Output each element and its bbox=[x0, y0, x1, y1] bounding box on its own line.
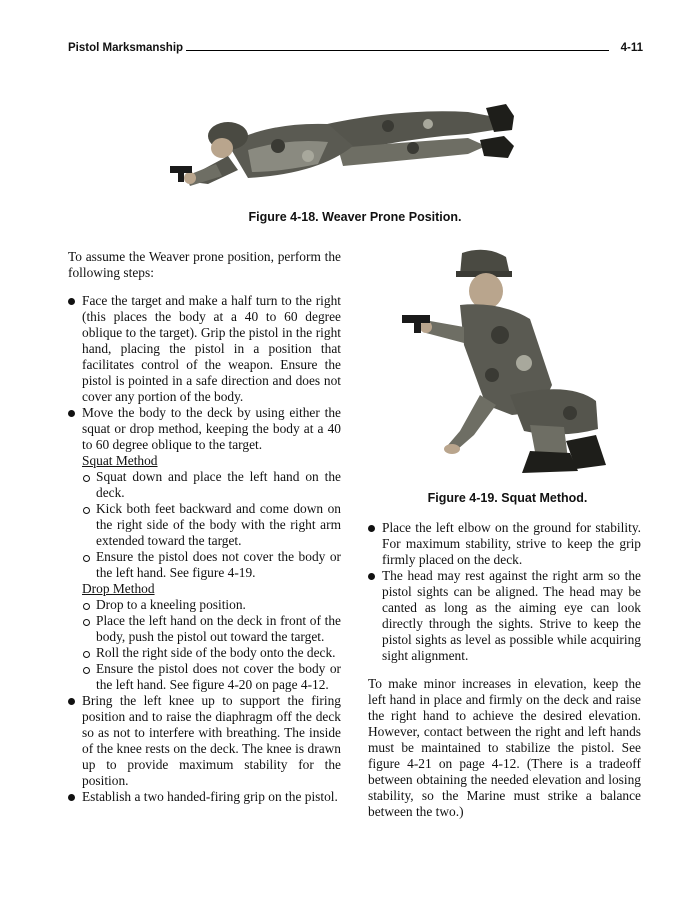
intro-paragraph: To assume the Weaver prone position, perform the following steps: bbox=[68, 249, 341, 280]
list-item: Ensure the pistol does not cover the body or the left hand. See figure 4-19. bbox=[68, 549, 341, 581]
list-item: Squat down and place the left hand on the deck. bbox=[68, 469, 341, 501]
list-item: The head may rest against the right arm so the pistol sights can be aligned. The head may be canted as long as the aiming eye can look directly through the sights. Strive to keep the pistol sights as level as possible while acquiring sight alignment. bbox=[368, 568, 641, 664]
squatting-soldier-illustration bbox=[402, 250, 606, 473]
hollow-bullet-icon bbox=[83, 555, 90, 562]
step-list bbox=[68, 293, 341, 453]
header-rule bbox=[186, 50, 609, 51]
list-item: Kick both feet backward and come down on the right side of the body with the right arm extended toward the target. bbox=[68, 501, 341, 549]
hollow-bullet-icon bbox=[83, 667, 90, 674]
hollow-bullet-icon bbox=[83, 619, 90, 626]
section-title: Pistol Marksmanship bbox=[68, 42, 189, 54]
right-column bbox=[368, 520, 641, 820]
list-item: Move the body to the deck by using either the squat or drop method, keeping the body at a 40 to 60 degree oblique to the target. bbox=[68, 405, 341, 453]
running-header bbox=[68, 42, 643, 58]
bullet-icon bbox=[68, 698, 75, 705]
hollow-bullet-icon bbox=[83, 475, 90, 482]
page-number: 4-11 bbox=[615, 42, 643, 54]
drop-steps bbox=[68, 597, 341, 693]
squat-method-heading: Squat Method bbox=[82, 453, 158, 468]
figure-caption-4-18: Figure 4-18. Weaver Prone Position. bbox=[248, 210, 462, 224]
list-item: Establish a two handed-firing grip on the pistol. bbox=[68, 789, 341, 805]
drop-method-heading: Drop Method bbox=[82, 581, 155, 596]
bullet-icon bbox=[68, 410, 75, 417]
hollow-bullet-icon bbox=[83, 651, 90, 658]
prone-soldier-illustration bbox=[170, 104, 514, 186]
bullet-icon bbox=[68, 298, 75, 305]
figure-squat-method-photo bbox=[400, 245, 610, 480]
bullet-icon bbox=[368, 573, 375, 580]
closing-paragraph: To make minor increases in elevation, keep the left hand in place and firmly on the deck and raise the right hand to achieve the desired elevation. However, contact between the right and left hands must be maintained to stabilize the pistol. See figure 4-21 on page 4-12. (There is a tradeoff between obtaining the needed elevation and losing stability, so the Marine must strike a balance between the two.) bbox=[368, 676, 641, 819]
figure-weaver-prone-photo bbox=[168, 86, 523, 198]
list-item: Roll the right side of the body onto the deck. bbox=[68, 645, 341, 661]
bullet-icon bbox=[68, 794, 75, 801]
figure-caption-4-19: Figure 4-19. Squat Method. bbox=[427, 491, 588, 505]
step-list-continued bbox=[68, 693, 341, 805]
step-list-right bbox=[368, 520, 641, 664]
list-item: Bring the left knee up to support the firing position and to raise the diaphragm off the deck so as not to interfere with breathing. The inside of the knee rests on the deck. The knee is drawn up to provide maximum stability for the position. bbox=[68, 693, 341, 789]
hollow-bullet-icon bbox=[83, 603, 90, 610]
left-column bbox=[68, 249, 341, 805]
list-item: Ensure the pistol does not cover the body or the left hand. See figure 4-20 on page 4-12. bbox=[68, 661, 341, 693]
hollow-bullet-icon bbox=[83, 507, 90, 514]
list-item: Place the left elbow on the ground for stability. For maximum stability, strive to keep the grip firmly placed on the deck. bbox=[368, 520, 641, 568]
bullet-icon bbox=[368, 525, 375, 532]
list-item: Place the left hand on the deck in front of the body, push the pistol out toward the target. bbox=[68, 613, 341, 645]
list-item: Face the target and make a half turn to the right (this places the body at a 40 to 60 degree oblique to the target). Grip the pistol in the right hand, placing the pistol in a position that facilitates control of the weapon. Ensure the pistol is pointed in a safe direction and does not cover any portion of the body. bbox=[68, 293, 341, 405]
list-item: Drop to a kneeling position. bbox=[68, 597, 341, 613]
squat-steps bbox=[68, 469, 341, 581]
